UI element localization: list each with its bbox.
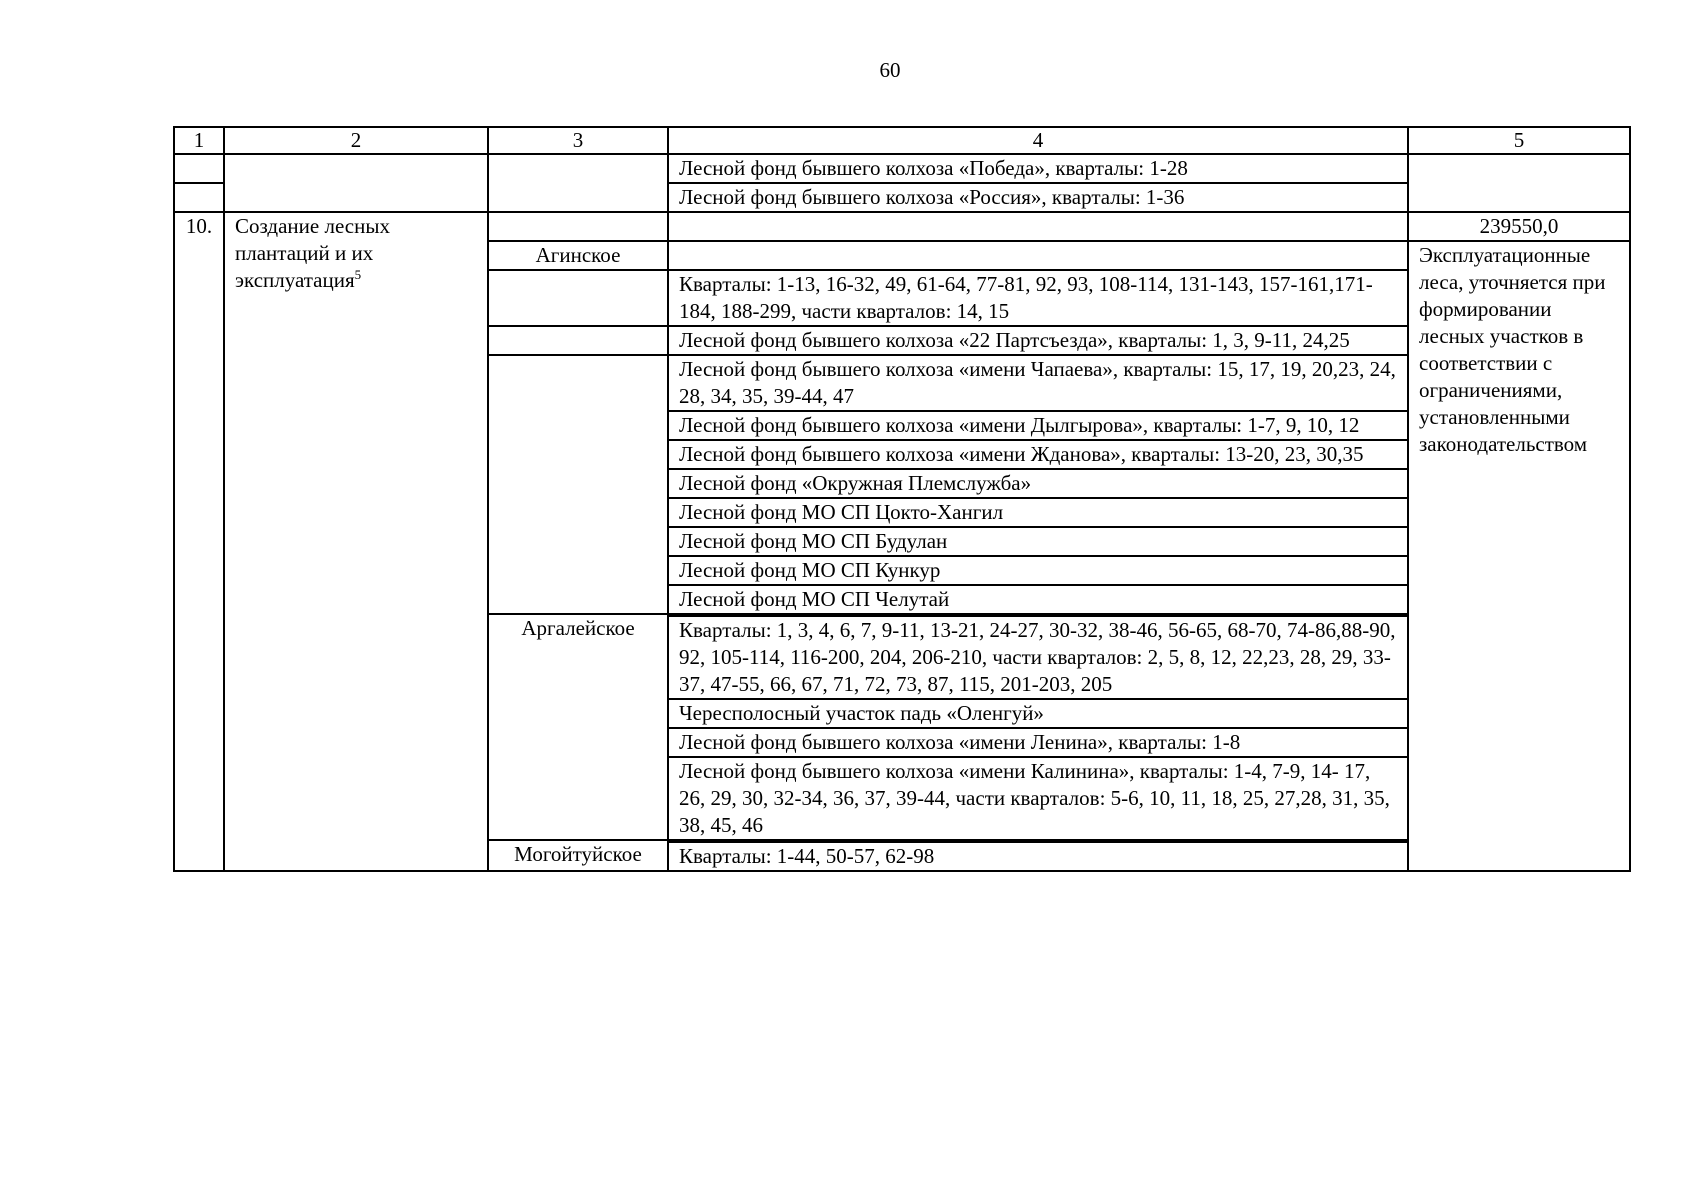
empty-cell bbox=[488, 270, 668, 326]
area-description: Лесной фонд бывшего колхоза «имени Жданова», кварталы: 13-20, 23, 30,35 bbox=[668, 440, 1408, 469]
area-description: Кварталы: 1-13, 16-32, 49, 61-64, 77-81, 92, 93, 108-114, 131-143, 157-161,171-184, 188-299, части кварталов: 14, 15 bbox=[668, 270, 1408, 326]
item-area: 239550,0 bbox=[1408, 212, 1630, 241]
empty-cell bbox=[174, 183, 224, 212]
empty-cell bbox=[488, 212, 668, 241]
header-col-1: 1 bbox=[174, 127, 224, 154]
forestry-name: Могойтуйское bbox=[488, 840, 668, 871]
empty-cell bbox=[224, 154, 488, 212]
item-note: Эксплуатационные леса, уточняется при формировании лесных участков в соответствии с ограничениями, установленными законодательством bbox=[1408, 241, 1630, 871]
area-description: Лесной фонд бывшего колхоза «имени Калинина», кварталы: 1-4, 7-9, 14- 17, 26, 29, 30, 32-34, 36, 37, 39-44, части кварталов: 5-6, 10, 11, 18, 25, 27,28, 31, 35, 38, 45, 46 bbox=[668, 757, 1408, 840]
area-description: Лесной фонд МО СП Будулан bbox=[668, 527, 1408, 556]
area-description: Лесной фонд бывшего колхоза «Победа», кварталы: 1-28 bbox=[668, 154, 1408, 183]
area-description: Лесной фонд бывшего колхоза «имени Дылгырова», кварталы: 1-7, 9, 10, 12 bbox=[668, 411, 1408, 440]
area-description: Лесной фонд МО СП Кункур bbox=[668, 556, 1408, 585]
empty-cell bbox=[488, 326, 668, 355]
footnote-mark: 5 bbox=[354, 267, 362, 282]
area-description: Кварталы: 1, 3, 4, 6, 7, 9-11, 13-21, 24-27, 30-32, 38-46, 56-65, 68-70, 74-86,88-90, 92, 105-114, 116-200, 204, 206-210, части кварталов: 2, 5, 8, 12, 22,23, 28, 29, 33-37, 47-55, 66, 67, 71, 72, 73, 87, 115, 201-203, 205 bbox=[668, 616, 1408, 699]
item-number: 10. bbox=[174, 212, 224, 871]
area-description: Чересполосный участок падь «Оленгуй» bbox=[668, 699, 1408, 728]
area-description: Кварталы: 1-44, 50-57, 62-98 bbox=[668, 842, 1408, 871]
empty-cell bbox=[1408, 154, 1630, 212]
forest-use-table bbox=[173, 126, 1631, 872]
area-description: Лесной фонд бывшего колхоза «имени Чапаева», кварталы: 15, 17, 19, 20,23, 24, 28, 34, 35, 39-44, 47 bbox=[668, 355, 1408, 411]
area-description: Лесной фонд «Окружная Племслужба» bbox=[668, 469, 1408, 498]
empty-cell bbox=[488, 355, 668, 614]
header-col-5: 5 bbox=[1408, 127, 1630, 154]
empty-cell bbox=[174, 154, 224, 183]
forestry-name: Аргалейское bbox=[488, 614, 668, 840]
area-description: Лесной фонд бывшего колхоза «имени Ленина», кварталы: 1-8 bbox=[668, 728, 1408, 757]
empty-cell bbox=[488, 154, 668, 212]
area-description: Лесной фонд бывшего колхоза «22 Партсъезда», кварталы: 1, 3, 9-11, 24,25 bbox=[668, 326, 1408, 355]
forestry-name: Агинское bbox=[488, 241, 668, 270]
item-name-text: Создание лесных плантаций и их эксплуатация bbox=[235, 214, 390, 292]
item-name bbox=[224, 212, 488, 871]
header-col-2: 2 bbox=[224, 127, 488, 154]
area-description: Лесной фонд МО СП Челутай bbox=[668, 585, 1408, 614]
area-description: Лесной фонд бывшего колхоза «Россия», кварталы: 1-36 bbox=[668, 183, 1408, 212]
table-row bbox=[174, 154, 1630, 183]
page-number: 60 bbox=[879, 58, 901, 82]
empty-cell bbox=[668, 241, 1408, 270]
header-col-4: 4 bbox=[668, 127, 1408, 154]
empty-cell bbox=[668, 212, 1408, 241]
area-description: Лесной фонд МО СП Цокто-Хангил bbox=[668, 498, 1408, 527]
table-row bbox=[174, 212, 1630, 241]
header-col-3: 3 bbox=[488, 127, 668, 154]
header-row bbox=[174, 127, 1630, 154]
